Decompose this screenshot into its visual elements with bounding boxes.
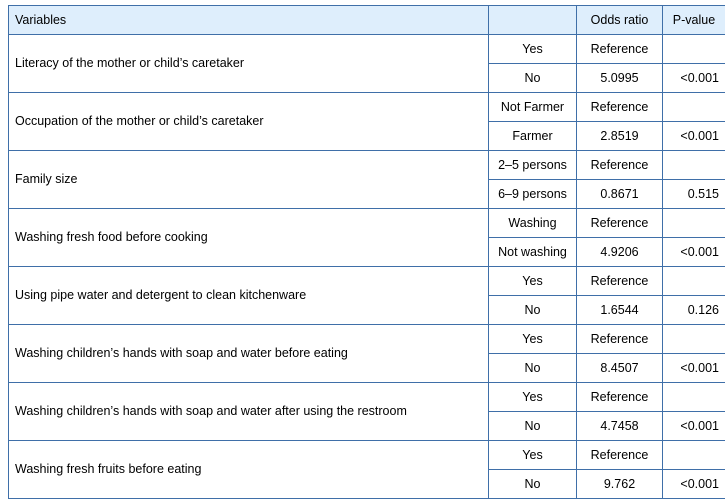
variable-name-cell: Literacy of the mother or child’s caretaker (9, 35, 489, 93)
level-cell: Yes (489, 35, 577, 64)
level-cell: No (489, 296, 577, 325)
odds-ratio-cell: 8.4507 (577, 354, 663, 383)
variable-name-cell: Occupation of the mother or child’s caretaker (9, 93, 489, 151)
variable-name-cell: Washing fresh fruits before eating (9, 441, 489, 499)
table-row (9, 35, 725, 64)
variable-name-cell: Washing fresh food before cooking (9, 209, 489, 267)
odds-ratio-cell: Reference (577, 325, 663, 354)
column-header-level (489, 6, 577, 35)
level-cell: Yes (489, 267, 577, 296)
p-value-cell (663, 441, 725, 470)
p-value-cell: <0.001 (663, 238, 725, 267)
p-value-cell: 0.515 (663, 180, 725, 209)
p-value-cell (663, 383, 725, 412)
odds-ratio-cell: Reference (577, 93, 663, 122)
level-cell: Not Farmer (489, 93, 577, 122)
level-cell: 6–9 persons (489, 180, 577, 209)
table-row (9, 209, 725, 238)
odds-ratio-cell: 0.8671 (577, 180, 663, 209)
odds-ratio-cell: Reference (577, 151, 663, 180)
column-header-variables: Variables (9, 6, 489, 35)
p-value-cell (663, 267, 725, 296)
p-value-cell: <0.001 (663, 470, 725, 499)
table-row (9, 151, 725, 180)
level-cell: No (489, 354, 577, 383)
odds-ratio-table (8, 5, 725, 499)
level-cell: No (489, 64, 577, 93)
odds-ratio-cell: 2.8519 (577, 122, 663, 151)
odds-ratio-cell: 9.762 (577, 470, 663, 499)
variable-name-cell: Washing children’s hands with soap and water before eating (9, 325, 489, 383)
odds-ratio-cell: 1.6544 (577, 296, 663, 325)
odds-ratio-cell: Reference (577, 267, 663, 296)
odds-ratio-cell: Reference (577, 35, 663, 64)
p-value-cell (663, 35, 725, 64)
table-row (9, 383, 725, 412)
column-header-odds-ratio: Odds ratio (577, 6, 663, 35)
p-value-cell (663, 93, 725, 122)
p-value-cell (663, 151, 725, 180)
column-header-p-value: P-value (663, 6, 725, 35)
table-header (9, 6, 725, 35)
odds-ratio-cell: Reference (577, 383, 663, 412)
table-row (9, 441, 725, 470)
odds-ratio-cell: 4.7458 (577, 412, 663, 441)
table-row (9, 325, 725, 354)
level-cell: 2–5 persons (489, 151, 577, 180)
p-value-cell (663, 325, 725, 354)
level-cell: Yes (489, 441, 577, 470)
level-cell: No (489, 470, 577, 499)
variable-name-cell: Family size (9, 151, 489, 209)
p-value-cell: <0.001 (663, 122, 725, 151)
variable-name-cell: Washing children’s hands with soap and water after using the restroom (9, 383, 489, 441)
level-cell: No (489, 412, 577, 441)
level-cell: Washing (489, 209, 577, 238)
p-value-cell: <0.001 (663, 64, 725, 93)
p-value-cell: <0.001 (663, 412, 725, 441)
odds-ratio-cell: Reference (577, 441, 663, 470)
header-row (9, 6, 725, 35)
table-row (9, 93, 725, 122)
p-value-cell (663, 209, 725, 238)
table-body (9, 35, 725, 499)
odds-ratio-cell: Reference (577, 209, 663, 238)
level-cell: Farmer (489, 122, 577, 151)
level-cell: Yes (489, 383, 577, 412)
odds-ratio-cell: 5.0995 (577, 64, 663, 93)
level-cell: Not washing (489, 238, 577, 267)
p-value-cell: 0.126 (663, 296, 725, 325)
odds-ratio-cell: 4.9206 (577, 238, 663, 267)
p-value-cell: <0.001 (663, 354, 725, 383)
variable-name-cell: Using pipe water and detergent to clean kitchenware (9, 267, 489, 325)
level-cell: Yes (489, 325, 577, 354)
table-row (9, 267, 725, 296)
